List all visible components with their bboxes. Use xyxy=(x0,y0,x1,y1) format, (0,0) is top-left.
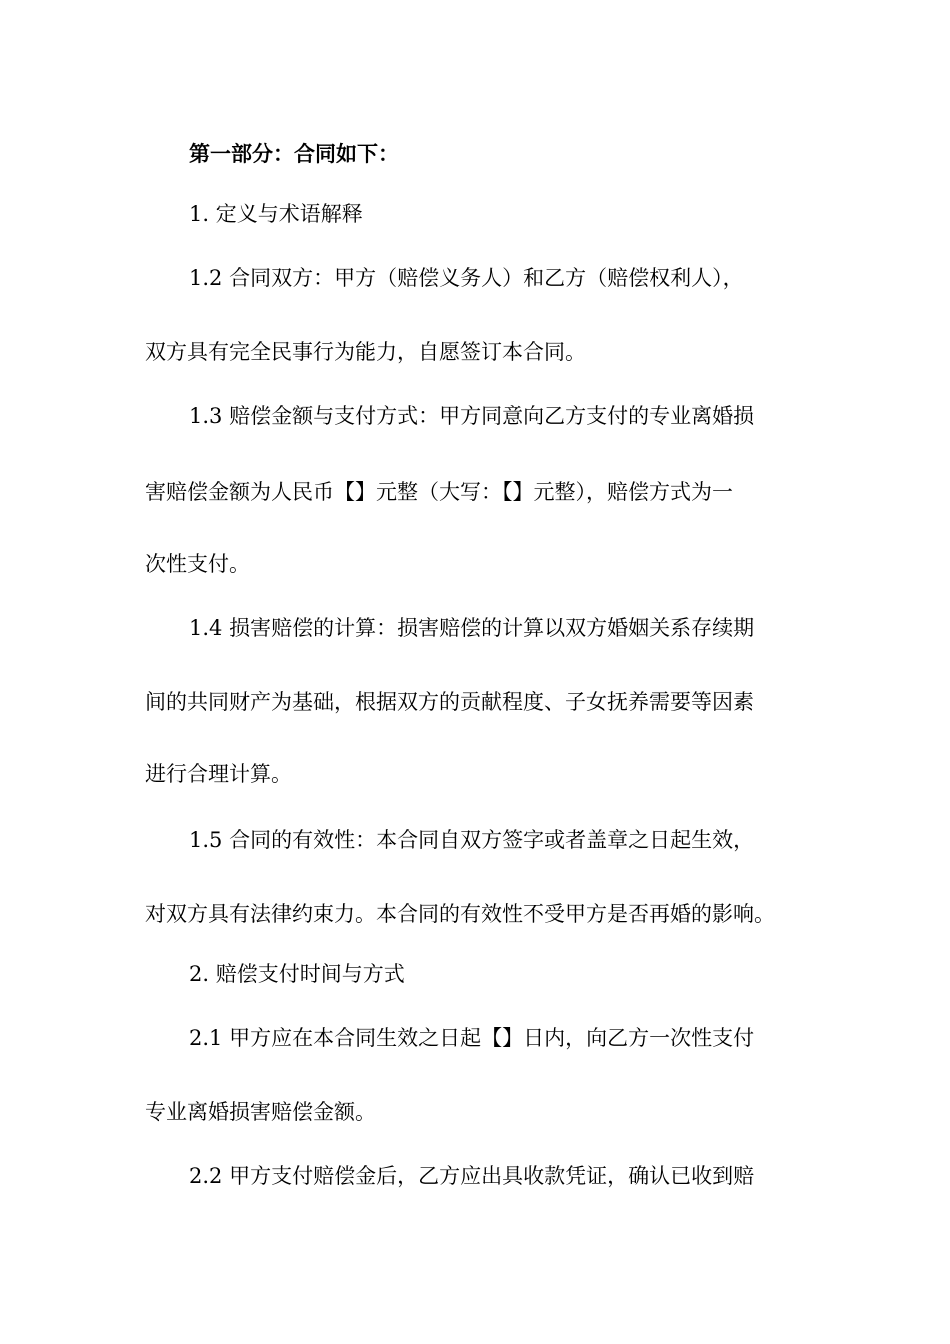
clause-1-4-line-3: 进行合理计算。 xyxy=(145,762,292,786)
clause-1-3-line-2: 害赔偿金额为人民币【】元整（大写：【】元整），赔偿方式为一 xyxy=(145,480,733,504)
clause-2-1-line-1: 2.1 甲方应在本合同生效之日起【】日内，向乙方一次性支付 xyxy=(189,1026,755,1050)
clause-1-3-line-3: 次性支付。 xyxy=(145,552,250,576)
clause-1-4-line-1: 1.4 损害赔偿的计算：损害赔偿的计算以双方婚姻关系存续期 xyxy=(189,616,755,640)
clause-1-2-line-2: 双方具有完全民事行为能力，自愿签订本合同。 xyxy=(145,340,586,364)
clause-1-5-line-1: 1.5 合同的有效性：本合同自双方签字或者盖章之日起生效， xyxy=(189,828,755,852)
section-1-title: 1. 定义与术语解释 xyxy=(189,202,363,226)
clause-1-5-line-2: 对双方具有法律约束力。本合同的有效性不受甲方是否再婚的影响。 xyxy=(145,902,775,926)
section-2-title: 2. 赔偿支付时间与方式 xyxy=(189,962,405,986)
clause-2-2-line-1: 2.2 甲方支付赔偿金后，乙方应出具收款凭证，确认已收到赔 xyxy=(189,1164,755,1188)
clause-2-1-line-2: 专业离婚损害赔偿金额。 xyxy=(145,1100,376,1124)
part-heading: 第一部分：合同如下： xyxy=(189,141,399,166)
clause-1-4-line-2: 间的共同财产为基础，根据双方的贡献程度、子女抚养需要等因素 xyxy=(145,690,754,714)
clause-1-2-line-1: 1.2 合同双方：甲方（赔偿义务人）和乙方（赔偿权利人）， xyxy=(189,266,744,290)
clause-1-3-line-1: 1.3 赔偿金额与支付方式：甲方同意向乙方支付的专业离婚损 xyxy=(189,404,755,428)
